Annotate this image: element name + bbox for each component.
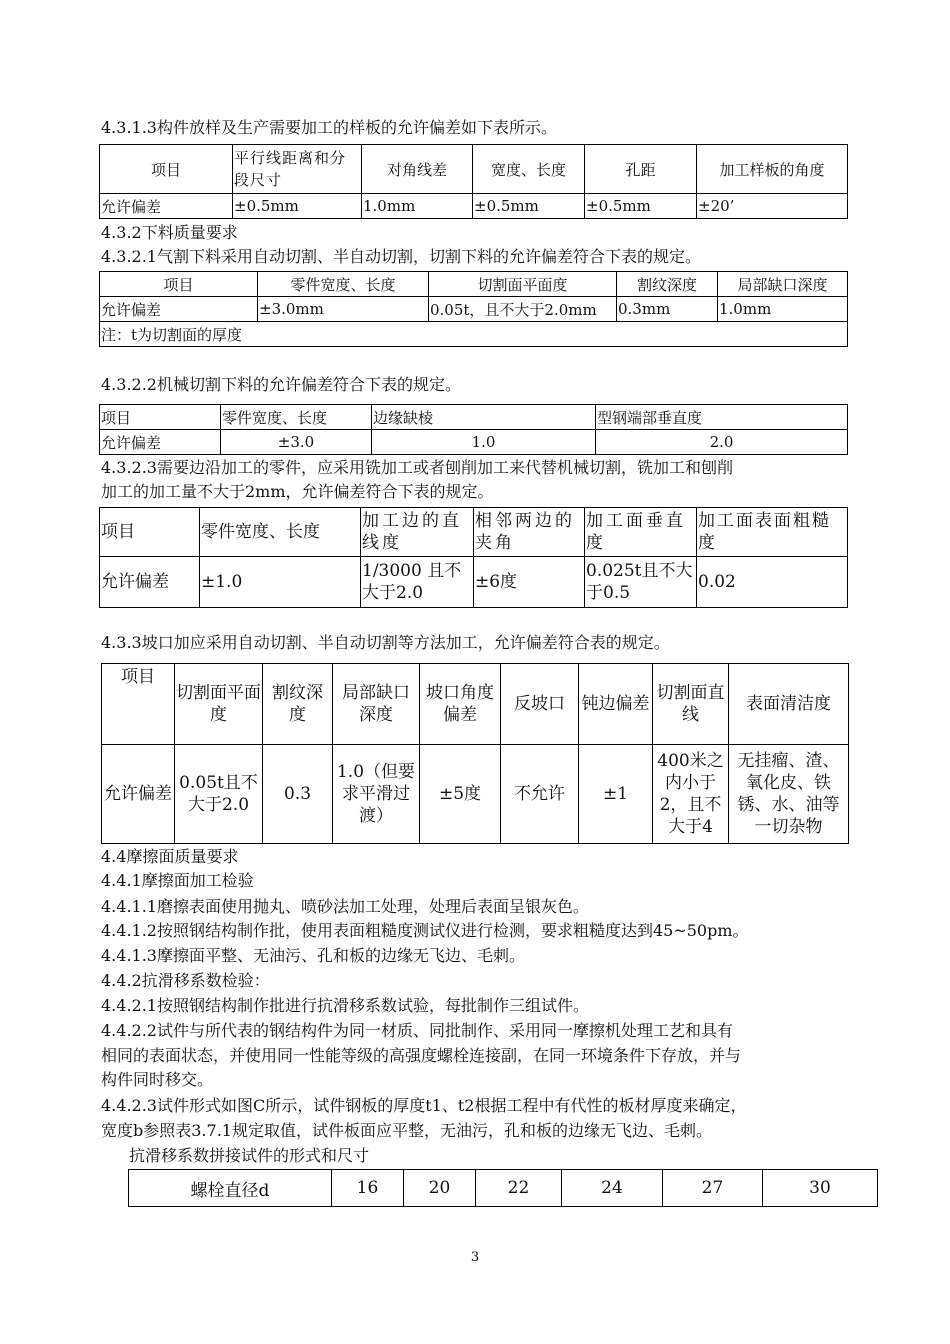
table-cell: 允许偏差: [100, 430, 221, 455]
table-header-cell: 零件宽度、长度: [258, 272, 429, 297]
table-cell: ±3.0mm: [258, 297, 429, 322]
table-cell: 27: [663, 1170, 763, 1207]
table-cell: 0.3mm: [617, 297, 718, 322]
table-caption: 抗滑移系数拼接试件的形式和尺寸: [129, 1146, 370, 1165]
table-header-row: [100, 508, 848, 557]
table-cell: ±1: [579, 745, 653, 844]
table-row: [129, 1170, 878, 1207]
table-header-cell: 孔距: [585, 145, 697, 194]
table-cell: 24: [562, 1170, 663, 1207]
table-header-cell: 加工面表面粗糙度: [697, 508, 848, 557]
table-cell: ±0.5mm: [585, 194, 697, 219]
section-4-4-2-2-line2: 相同的表面状态，并使用同一性能等级的高强度螺栓连接副，在同一环境条件下存放，并与: [101, 1046, 742, 1065]
table-cell: ±20’: [697, 194, 848, 219]
table-cell: 0.05t，且不大于2.0mm: [429, 297, 617, 322]
table-header-cell: 边缘缺棱: [372, 405, 596, 430]
table-header-cell: 反坡口: [501, 664, 579, 745]
table-header-cell: 切割面平面度: [175, 664, 263, 745]
table-cell: 400米之内小于2，且不大于4: [653, 745, 729, 844]
table-row: [100, 297, 848, 322]
table-header-cell: 割纹深度: [263, 664, 333, 745]
table-header-row: [102, 664, 849, 745]
table-header-cell: 切割面平面度: [429, 272, 617, 297]
table-cell: 允许偏差: [100, 194, 233, 219]
table-cell: ±1.0: [200, 557, 361, 608]
section-4-4-1-3: 4.4.1.3摩擦面平整、无油污、孔和板的边缘无飞边、毛刺。: [101, 946, 525, 965]
section-4-4: 4.4摩擦面质量要求: [101, 847, 239, 866]
table-row: [100, 430, 848, 455]
table-header-cell: 零件宽度、长度: [221, 405, 372, 430]
table-cell: 允许偏差: [102, 745, 175, 844]
table-cell: ±0.5mm: [233, 194, 362, 219]
table-header-cell: 相邻两边的夹角: [474, 508, 585, 557]
table-header-row: [100, 272, 848, 297]
table-cell: 1.0: [372, 430, 596, 455]
table-header-cell: 项目: [102, 664, 175, 745]
section-4-4-2: 4.4.2抗滑移系数检验：: [101, 971, 270, 990]
table-header-cell: 项目: [100, 405, 221, 430]
section-4-3-1-3: 4.3.1.3构件放样及生产需要加工的样板的允许偏差如下表所示。: [101, 118, 557, 137]
table-header-cell: 零件宽度、长度: [200, 508, 361, 557]
table-row: [100, 557, 848, 608]
table-cell: 20: [404, 1170, 476, 1207]
section-4-3-2-2: 4.3.2.2机械切割下料的允许偏差符合下表的规定。: [101, 375, 461, 394]
table-header-cell: 项目: [100, 272, 258, 297]
table-cell: 0.02: [697, 557, 848, 608]
table-header-cell: 加工样板的角度: [697, 145, 848, 194]
table-cell: 1.0（但要求平滑过渡）: [333, 745, 420, 844]
table-cell: 30: [763, 1170, 878, 1207]
section-4-3-2-3-line2: 加工的加工量不大于2mm，允许偏差符合下表的规定。: [101, 482, 494, 501]
table-cell: 允许偏差: [100, 557, 200, 608]
table-header-cell: 加工面垂直度: [585, 508, 697, 557]
table-note-row: [100, 322, 848, 347]
table-header-row: [100, 145, 848, 194]
table-cell: 1.0mm: [362, 194, 473, 219]
template-tolerance-table: [99, 144, 848, 219]
section-4-4-2-3-line2: 宽度b参照表3.7.1规定取值，试件板面应平整，无油污，孔和板的边缘无飞边、毛刺。: [101, 1121, 712, 1140]
table-header-cell: 割纹深度: [617, 272, 718, 297]
table-cell: 0.025t且不大于0.5: [585, 557, 697, 608]
section-4-4-2-2-line3: 构件同时移交。: [101, 1070, 214, 1089]
section-4-3-2-1: 4.3.2.1气割下料采用自动切割、半自动切割，切割下料的允许偏差符合下表的规定。: [101, 247, 701, 266]
section-4-3-2-3-line1: 4.3.2.3需要边沿加工的零件，应采用铣加工或者刨削加工来代替机械切割，铣加工和刨削: [101, 458, 733, 477]
table-cell: 1.0mm: [718, 297, 848, 322]
table-header-cell: 型钢端部垂直度: [596, 405, 848, 430]
table-header-cell: 钝边偏差: [579, 664, 653, 745]
section-4-4-2-2-line1: 4.4.2.2试件与所代表的钢结构件为同一材质、同批制作、采用同一摩擦机处理工艺和具有: [101, 1021, 733, 1040]
table-cell: 22: [476, 1170, 562, 1207]
table-note: 注：t为切割面的厚度: [100, 322, 848, 347]
table-cell: 16: [332, 1170, 404, 1207]
table-header-cell: 坡口角度偏差: [420, 664, 501, 745]
table-header-cell: 切割面直线: [653, 664, 729, 745]
section-4-3-2: 4.3.2下料质量要求: [101, 223, 238, 242]
table-header-cell: 局部缺口深度: [333, 664, 420, 745]
section-4-4-1-2: 4.4.1.2按照钢结构制作批，使用表面粗糙度测试仪进行检测，要求粗糙度达到45~50pm。: [101, 921, 749, 940]
page-number: 3: [470, 1250, 480, 1265]
table-cell: 不允许: [501, 745, 579, 844]
table-cell: 2.0: [596, 430, 848, 455]
table-cell: 0.3: [263, 745, 333, 844]
bolt-diameter-table: [128, 1169, 878, 1207]
table-header-cell: 项目: [100, 508, 200, 557]
groove-tolerance-table: [101, 663, 849, 844]
section-4-3-3: 4.3.3坡口加应采用自动切割、半自动切割等方法加工，允许偏差符合表的规定。: [101, 633, 670, 652]
table-header-cell: 局部缺口深度: [718, 272, 848, 297]
table-header-cell: 对角线差: [362, 145, 473, 194]
table-cell: ±5度: [420, 745, 501, 844]
table-header-cell: 平行线距离和分段尺寸: [233, 145, 362, 194]
mechanical-cutting-tolerance-table: [99, 404, 848, 455]
table-header-cell: 宽度、长度: [473, 145, 585, 194]
table-cell: ±0.5mm: [473, 194, 585, 219]
table-row: [102, 745, 849, 844]
table-row: [100, 194, 848, 219]
section-4-4-1-1: 4.4.1.1磨擦表面使用抛丸、喷砂法加工处理，处理后表面呈银灰色。: [101, 897, 589, 916]
section-4-4-1: 4.4.1摩擦面加工检验: [101, 871, 254, 890]
table-header-cell: 加工边的直线度: [361, 508, 474, 557]
table-cell: 无挂瘤、渣、氧化皮、铁锈、水、油等一切杂物: [729, 745, 849, 844]
table-header-cell: 螺栓直径d: [129, 1170, 332, 1207]
edge-machining-tolerance-table: [99, 507, 848, 608]
gas-cutting-tolerance-table: [99, 271, 848, 347]
table-header-cell: 项目: [100, 145, 233, 194]
section-4-4-2-1: 4.4.2.1按照钢结构制作批进行抗滑移系数试验，每批制作三组试件。: [101, 996, 589, 1015]
table-cell: ±6度: [474, 557, 585, 608]
table-cell: 允许偏差: [100, 297, 258, 322]
table-cell: ±3.0: [221, 430, 372, 455]
table-cell: 0.05t且不大于2.0: [175, 745, 263, 844]
table-cell: 1/3000 且不大于2.0: [361, 557, 474, 608]
table-header-cell: 表面清洁度: [729, 664, 849, 745]
table-header-row: [100, 405, 848, 430]
section-4-4-2-3-line1: 4.4.2.3试件形式如图C所示，试件钢板的厚度t1、t2根据工程中有代性的板材厚度来确定，: [101, 1096, 747, 1115]
